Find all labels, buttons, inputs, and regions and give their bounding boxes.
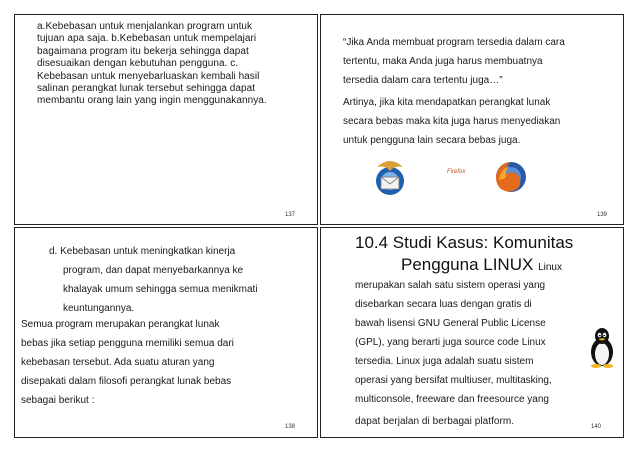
text-line: bagaimana program itu bekerja sehingga dapat: [37, 45, 249, 57]
quote-line: “Jika Anda membuat program tersedia dalam cara: [343, 37, 565, 48]
tux-penguin-icon: [587, 326, 617, 368]
slide-title-text: Pengguna LINUX: [401, 255, 534, 274]
slide-title-line1: 10.4 Studi Kasus: Komunitas: [355, 233, 574, 252]
slide-140-body: [355, 276, 552, 409]
list-line: keuntungannya.: [63, 303, 135, 314]
body-line: multiconsole, freeware dan freesource yang: [355, 394, 549, 405]
text-line: tujuan apa saja. b.Kebebasan untuk mempelajari: [37, 33, 257, 45]
slide-138-list: [49, 242, 258, 318]
quote-line: tertentu, maka Anda juga harus membuatnya: [343, 56, 543, 67]
text-line: a.Kebebasan untuk menjalankan program untuk: [37, 21, 253, 32]
text-line: Kebebasan untuk menyebarluaskan kembali hasil: [37, 70, 260, 82]
slide-137-text: [37, 21, 267, 108]
text-line: disesuaikan dengan kebutuhan pengguna. c.: [37, 58, 239, 70]
quote-line: tersedia dalam cara tertentu juga…”: [343, 75, 503, 86]
page-number: 139: [597, 212, 608, 218]
list-line: program, dan dapat menyebarkannya ke: [63, 265, 244, 276]
page-number: 140: [591, 424, 602, 430]
slide-138: [14, 227, 318, 438]
firefox-wordmark: Firefox: [447, 169, 466, 175]
slide-139: [320, 14, 624, 225]
body-line: (GPL), yang berarti juga source code Linux: [355, 337, 546, 348]
body-line: kebebasan tersebut. Ada suatu aturan yang: [21, 357, 215, 368]
body-line: disebarkan secara luas dengan gratis di: [355, 299, 532, 310]
page-number: 138: [285, 424, 296, 430]
list-line: khalayak umum sehingga semua menikmati: [63, 284, 258, 295]
body-line: merupakan salah satu sistem operasi yang: [355, 280, 546, 291]
slide-title-suffix: Linux: [538, 262, 562, 273]
slide-139-quote: [343, 33, 565, 90]
body-line: bawah lisensi GNU General Public License: [355, 318, 546, 329]
list-line: d. Kebebasan untuk meningkatkan kinerja: [49, 246, 236, 257]
body-line: Artinya, jika kita mendapatkan perangkat lunak: [343, 97, 551, 108]
slide-140-footer: dapat berjalan di berbagai platform.: [355, 416, 515, 427]
firefox-logo-icon: [493, 159, 529, 195]
slide-139-body: [343, 93, 560, 150]
body-line: tersedia. Linux juga adalah suatu sistem: [355, 356, 534, 367]
slide-137: [14, 14, 318, 225]
page-number: 137: [285, 212, 296, 218]
body-line: untuk pengguna lain secara bebas juga.: [343, 135, 521, 146]
text-line: membantu orang lain yang ingin menggunakannya.: [37, 95, 267, 107]
body-line: bebas jika setiap pengguna memiliki semua dari: [21, 338, 234, 349]
slide-138-body: [21, 315, 234, 410]
body-line: secara bebas maka kita juga harus menyediakan: [343, 116, 561, 127]
text-line: salinan perangkat lunak tersebut sehingga dapat: [37, 83, 256, 95]
body-line: Semua program merupakan perangkat lunak: [21, 319, 220, 330]
body-line: operasi yang bersifat multiuser, multitasking,: [355, 375, 552, 386]
body-line: sebagai berikut :: [21, 395, 95, 406]
thunderbird-logo-icon: [373, 155, 407, 197]
body-line: disepakati dalam filosofi perangkat lunak bebas: [21, 376, 232, 387]
slide-140: [320, 227, 624, 438]
